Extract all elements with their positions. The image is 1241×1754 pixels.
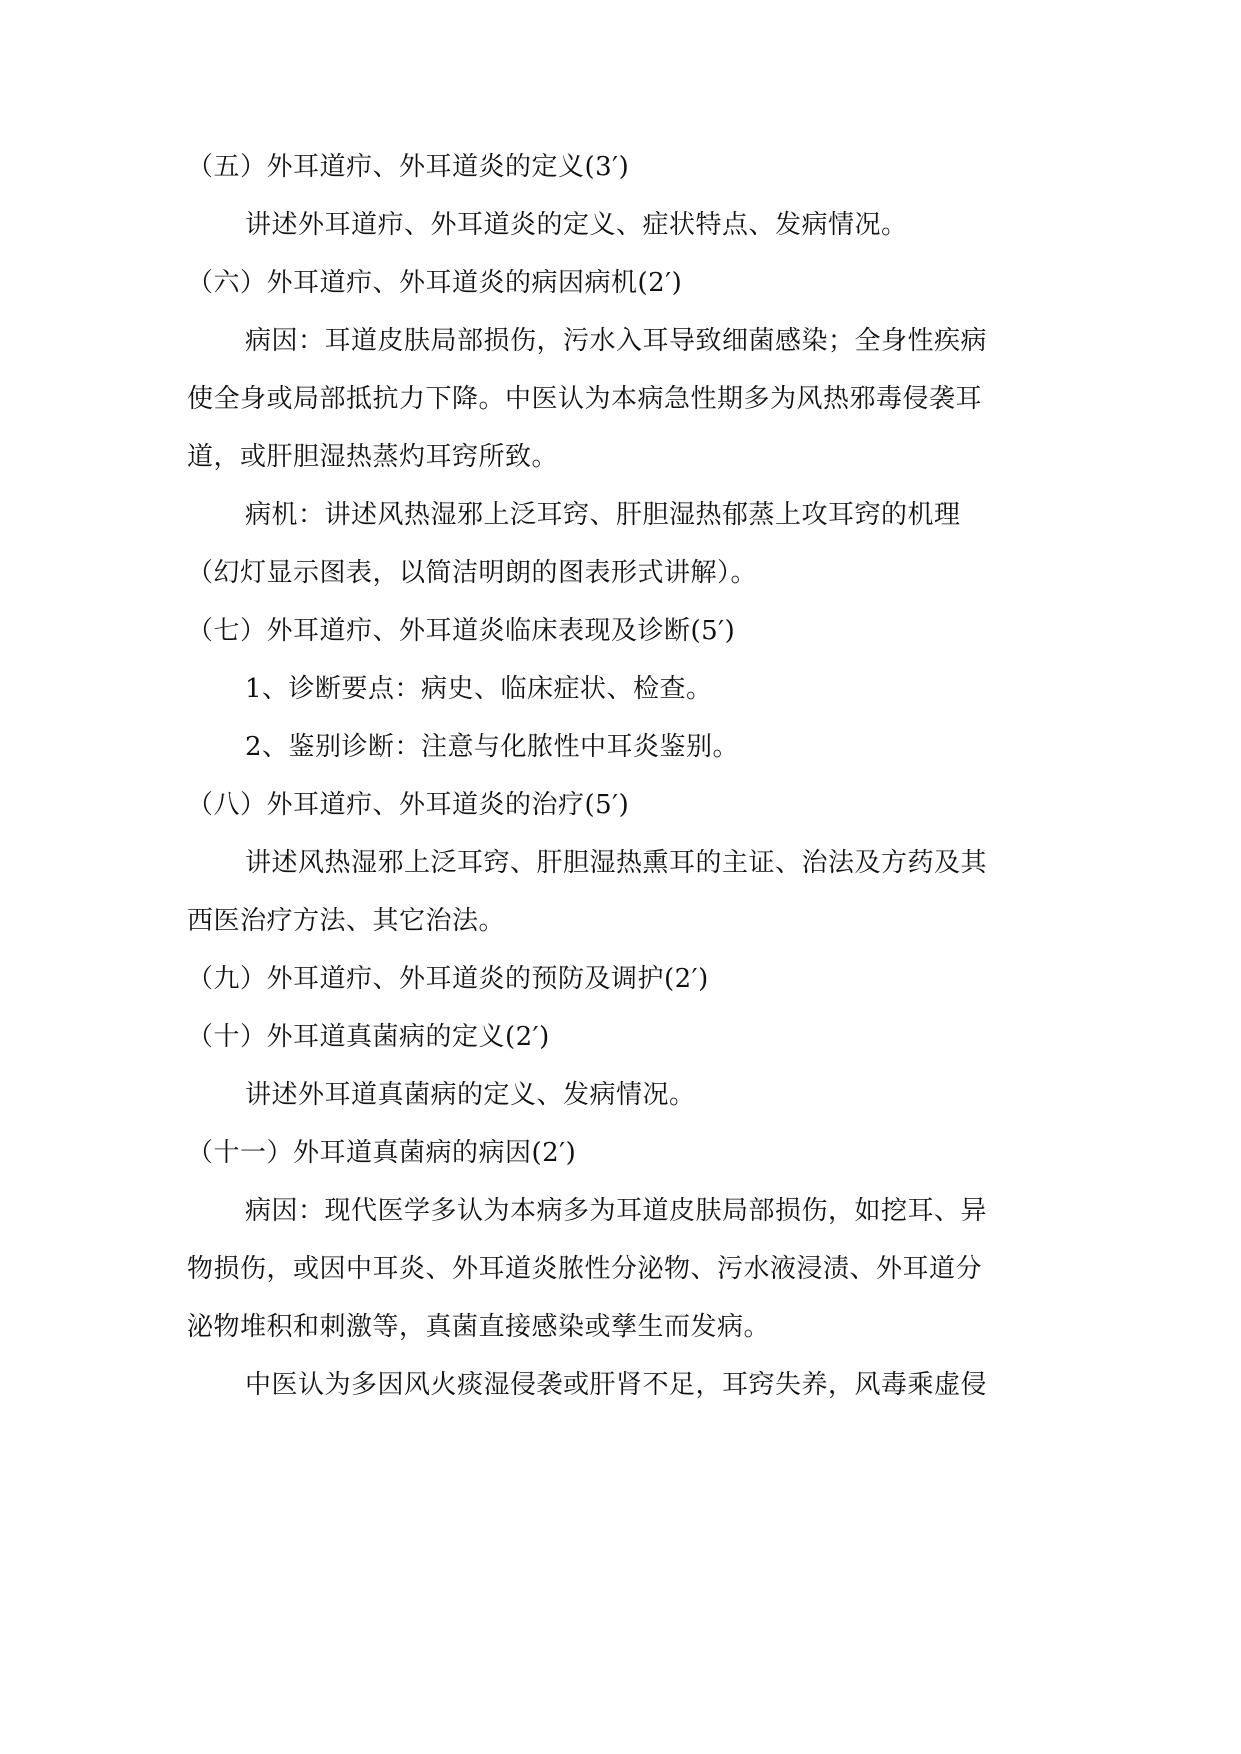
- heading-10: （十）外耳道真菌病的定义(2′): [187, 1022, 550, 1052]
- paragraph-line: 中医认为多因风火痰湿侵袭或肝肾不足，耳窍失养，风毒乘虚侵: [245, 1370, 988, 1400]
- list-item: 1、诊断要点：病史、临床症状、检查。: [245, 674, 713, 704]
- heading-11: （十一）外耳道真菌病的病因(2′): [187, 1138, 577, 1168]
- heading-9: （九）外耳道疖、外耳道炎的预防及调护(2′): [187, 964, 709, 994]
- heading-6: （六）外耳道疖、外耳道炎的病因病机(2′): [187, 268, 683, 298]
- paragraph-line: 物损伤，或因中耳炎、外耳道炎脓性分泌物、污水液浸渍、外耳道分: [187, 1254, 983, 1284]
- paragraph-line: 讲述外耳道真菌病的定义、发病情况。: [245, 1080, 696, 1110]
- paragraph-line: 道，或肝胆湿热蒸灼耳窍所致。: [187, 442, 559, 472]
- paragraph-line: 病因：耳道皮肤局部损伤，污水入耳导致细菌感染；全身性疾病: [245, 326, 988, 356]
- paragraph-line: 讲述外耳道疖、外耳道炎的定义、症状特点、发病情况。: [245, 210, 908, 240]
- paragraph-line: 泌物堆积和刺激等，真菌直接感染或孳生而发病。: [187, 1312, 771, 1342]
- paragraph-line: 使全身或局部抵抗力下降。中医认为本病急性期多为风热邪毒侵袭耳: [187, 384, 983, 414]
- paragraph-line: 病因：现代医学多认为本病多为耳道皮肤局部损伤，如挖耳、异: [245, 1196, 988, 1226]
- heading-8: （八）外耳道疖、外耳道炎的治疗(5′): [187, 790, 630, 820]
- paragraph-line: 西医治疗方法、其它治法。: [187, 906, 506, 936]
- paragraph-line: （幻灯显示图表，以简洁明朗的图表形式讲解）。: [187, 558, 758, 588]
- paragraph-line: 病机：讲述风热湿邪上泛耳窍、肝胆湿热郁蒸上攻耳窍的机理: [245, 500, 961, 530]
- paragraph-line: 讲述风热湿邪上泛耳窍、肝胆湿热熏耳的主证、治法及方药及其: [245, 848, 988, 878]
- list-item: 2、鉴别诊断：注意与化脓性中耳炎鉴别。: [245, 732, 740, 762]
- heading-5: （五）外耳道疖、外耳道炎的定义(3′): [187, 152, 630, 182]
- heading-7: （七）外耳道疖、外耳道炎临床表现及诊断(5′): [187, 616, 736, 646]
